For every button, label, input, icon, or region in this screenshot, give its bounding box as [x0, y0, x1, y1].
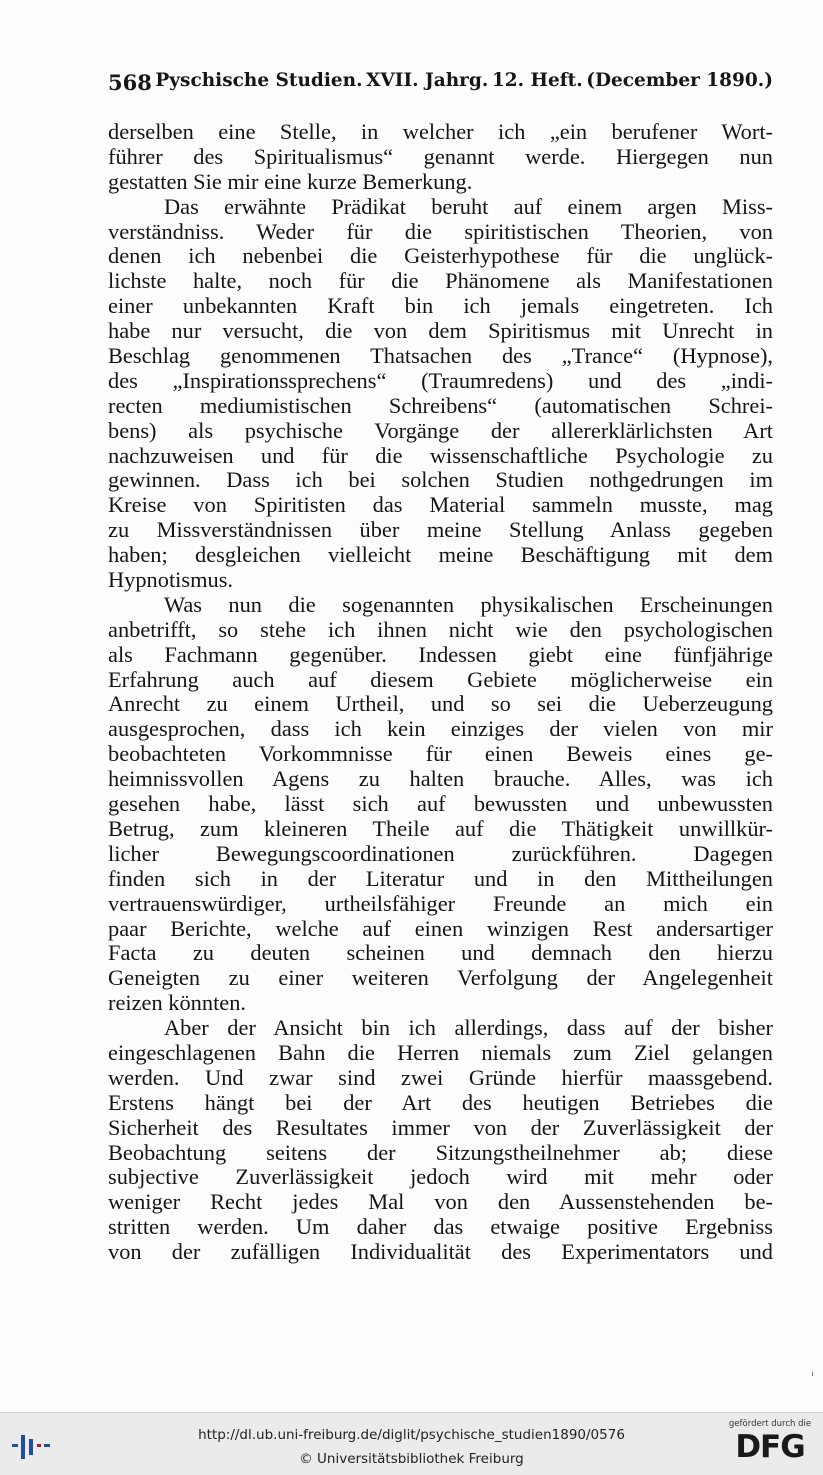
text-line: Sicherheit des Resultates immer von der Zuverlässigkeit der — [108, 1115, 773, 1140]
text-line: denen ich nebenbei die Geisterhypothese für die unglück- — [108, 244, 773, 269]
text-line: weniger Recht jedes Mal von den Aussenstehenden be- — [108, 1190, 773, 1215]
text-line: Beobachtung seitens der Sitzungstheilnehmer ab; diese — [108, 1140, 773, 1165]
text-line: Erfahrung auch auf diesem Gebiete möglicherweise ein — [108, 667, 773, 692]
text-line: Anrecht zu einem Urtheil, und so sei die Ueberzeugung — [108, 692, 773, 717]
text-line: beobachteten Vorkommnisse für einen Beweis eines ge- — [108, 742, 773, 767]
issue-date: (December 1890.) — [586, 70, 773, 91]
text-line: Geneigten zu einer weiteren Verfolgung der Angelegenheit — [108, 966, 773, 991]
text-line: stritten werden. Um daher das etwaige positive Ergebniss — [108, 1215, 773, 1240]
text-line: einer unbekannten Kraft bin ich jemals eingetreten. Ich — [108, 294, 773, 319]
text-line: Erstens hängt bei der Art des heutigen Betriebes die — [108, 1090, 773, 1115]
funder-caption: gefördert durch die — [728, 1419, 812, 1429]
text-line: gewinnen. Dass ich bei solchen Studien nothgedrungen im — [108, 468, 773, 493]
permalink-url[interactable]: http://dl.ub.uni-freiburg.de/diglit/psychische_studien1890/0576 — [198, 1427, 625, 1443]
dfg-logo-icon[interactable] — [727, 1419, 813, 1471]
volume: XVII. Jahrg. — [366, 70, 489, 91]
text-line: reizen könnten. — [108, 991, 247, 1016]
viewer-footer — [0, 1412, 823, 1475]
text-line: Hypnotismus. — [108, 568, 234, 593]
text-line: gestatten Sie mir eine kurze Bemerkung. — [108, 169, 473, 194]
text-line: zu Missverständnissen über meine Stellung Anlass gegeben — [108, 518, 773, 543]
journal-title: Pyschische Studien. — [155, 70, 363, 91]
text-line: des „Inspirationssprechens“ (Traumredens) und des „indi- — [108, 368, 773, 393]
text-line: eingeschlagenen Bahn die Herren niemals zum Ziel gelangen — [108, 1040, 773, 1065]
text-line: Facta zu deuten scheinen und demnach den hierzu — [108, 941, 773, 966]
page-number: 568 — [108, 70, 152, 95]
text-line: als Fachmann gegenüber. Indessen giebt eine fünfjährige — [108, 642, 773, 667]
text-line: subjective Zuverlässigkeit jedoch wird mit mehr oder — [108, 1165, 773, 1190]
running-head — [108, 70, 773, 95]
text-line: derselben eine Stelle, in welcher ich „ein berufener Wort- — [108, 120, 773, 144]
text-line: licher Bewegungscoordinationen zurückführen. Dagegen — [108, 841, 773, 866]
text-line: heimnissvollen Agens zu halten brauche. Alles, was ich — [108, 767, 773, 792]
text-line: von der zufälligen Individualität des Experimentators und — [108, 1240, 773, 1265]
text-line: werden. Und zwar sind zwei Gründe hierfür maassgebend. — [108, 1065, 773, 1090]
text-line: ausgesprochen, dass ich kein einziges der vielen von mir — [108, 717, 773, 742]
text-line: vertrauenswürdiger, urtheilsfähiger Freunde an mich ein — [108, 891, 773, 916]
body-text — [108, 120, 773, 1265]
copyright-notice: © Universitätsbibliothek Freiburg — [299, 1451, 524, 1467]
scan-speck — [812, 1372, 813, 1376]
text-line: anbetrifft, so stehe ich ihnen nicht wie den psychologischen — [108, 617, 773, 642]
text-line: Kreise von Spiritisten das Material sammeln musste, mag — [108, 493, 773, 518]
text-line: lichste halte, noch für die Phänomene als Manifestationen — [108, 269, 773, 294]
text-line: paar Berichte, welche auf einen winzigen Rest andersartiger — [108, 916, 773, 941]
text-line: Das erwähnte Prädikat beruht auf einem argen Miss- — [164, 194, 773, 219]
text-line: haben; desgleichen vielleicht meine Beschäftigung mit dem — [108, 543, 773, 568]
text-line: Was nun die sogenannten physikalischen Erscheinungen — [164, 592, 773, 617]
funder-logo-text: DFG — [735, 1429, 805, 1465]
text-line: verständniss. Weder für die spiritistischen Theorien, von — [108, 219, 773, 244]
text-line: Beschlag genommenen Thatsachen des „Trance“ (Hypnose), — [108, 344, 773, 369]
issue: 12. Heft. — [491, 70, 583, 91]
text-line: Betrug, zum kleineren Theile auf die Thätigkeit unwillkür- — [108, 816, 773, 841]
text-line: habe nur versucht, die von dem Spiritismus mit Unrecht in — [108, 319, 773, 344]
text-line: nachzuweisen und für die wissenschaftliche Psychologie zu — [108, 443, 773, 468]
text-line: recten mediumistischen Schreibens“ (automatischen Schrei- — [108, 393, 773, 418]
text-line: gesehen habe, lässt sich auf bewussten und unbewussten — [108, 792, 773, 817]
text-line: Aber der Ansicht bin ich allerdings, dass auf der bisher — [164, 1016, 773, 1041]
text-line: finden sich in der Literatur und in den Mittheilungen — [108, 866, 773, 891]
text-line: führer des Spiritualismus“ genannt werde. Hiergegen nun — [108, 144, 773, 169]
text-line: bens) als psychische Vorgänge der allererklärlichsten Art — [108, 418, 773, 443]
